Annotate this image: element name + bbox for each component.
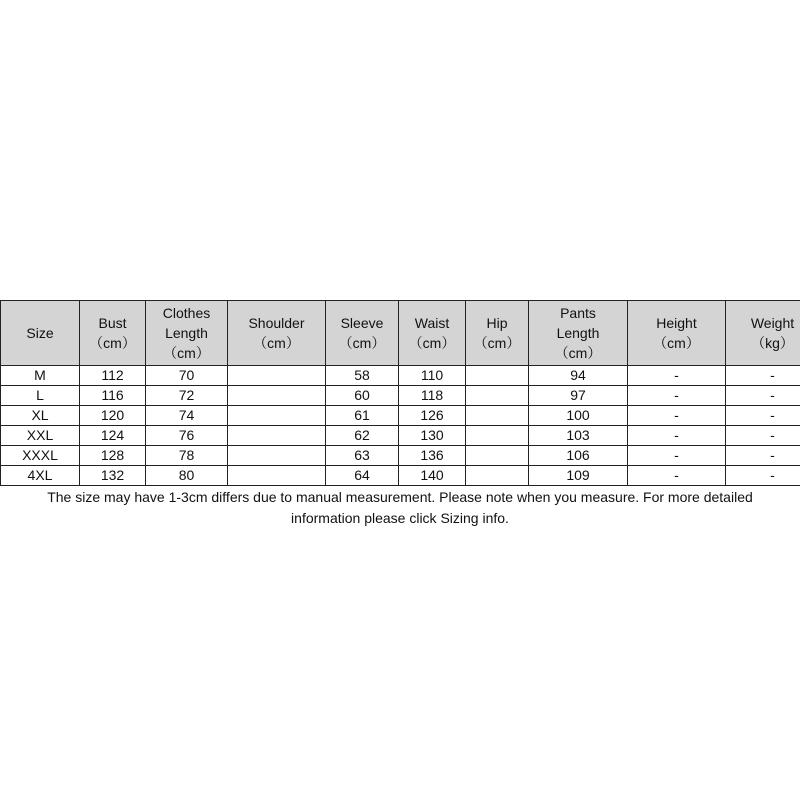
size-label-cell: XXL: [1, 426, 80, 446]
table-cell: -: [628, 446, 726, 466]
table-cell: 130: [399, 426, 466, 446]
table-cell: 100: [529, 406, 628, 426]
column-header-line: Shoulder: [248, 315, 305, 331]
table-cell: 109: [529, 466, 628, 486]
table-cell: 61: [326, 406, 399, 426]
table-cell: [466, 446, 529, 466]
column-header-line: Waist: [414, 315, 450, 331]
column-header-line: （cm）: [338, 335, 386, 351]
table-cell: 94: [529, 366, 628, 386]
table-cell: 140: [399, 466, 466, 486]
column-header-line: （cm）: [473, 335, 521, 351]
table-cell: -: [726, 466, 800, 486]
table-cell: [228, 406, 326, 426]
size-chart-header: [1, 301, 800, 366]
table-cell: 76: [146, 426, 228, 446]
column-header-line: Pants: [560, 305, 596, 321]
table-cell: -: [628, 406, 726, 426]
table-cell: [228, 446, 326, 466]
table-cell: [466, 406, 529, 426]
table-cell: [228, 466, 326, 486]
column-header-line: Bust: [98, 315, 127, 331]
column-header-line: （kg）: [751, 335, 794, 351]
column-header: [326, 301, 399, 366]
table-cell: 132: [80, 466, 146, 486]
table-row: [1, 466, 800, 486]
table-cell: 120: [80, 406, 146, 426]
column-header: [1, 301, 80, 366]
column-header-line: Weight: [750, 315, 795, 331]
table-cell: 60: [326, 386, 399, 406]
column-header: [228, 301, 326, 366]
column-header-line: Length: [165, 325, 208, 341]
table-cell: 124: [80, 426, 146, 446]
column-header: [628, 301, 726, 366]
column-header: [399, 301, 466, 366]
note-line-1: The size may have 1-3cm differs due to manual measurement. Please note when you measure. For more detailed: [47, 489, 753, 505]
column-header: [466, 301, 529, 366]
table-row: [1, 426, 800, 446]
size-label-cell: L: [1, 386, 80, 406]
table-cell: [228, 426, 326, 446]
size-chart-body: [1, 366, 800, 486]
table-cell: 78: [146, 446, 228, 466]
size-label-cell: M: [1, 366, 80, 386]
column-header-line: Sleeve: [340, 315, 384, 331]
table-cell: 72: [146, 386, 228, 406]
measurement-note: [0, 487, 800, 529]
table-cell: -: [628, 386, 726, 406]
table-cell: 97: [529, 386, 628, 406]
table-cell: 58: [326, 366, 399, 386]
table-cell: 112: [80, 366, 146, 386]
column-header-line: Clothes: [162, 305, 211, 321]
column-header-line: （cm）: [554, 345, 602, 361]
table-cell: 74: [146, 406, 228, 426]
column-header-line: （cm）: [653, 335, 700, 351]
table-cell: 136: [399, 446, 466, 466]
table-cell: [466, 426, 529, 446]
table-cell: [466, 366, 529, 386]
size-chart-table: [0, 300, 800, 486]
table-cell: -: [726, 426, 800, 446]
table-cell: 62: [326, 426, 399, 446]
table-cell: 126: [399, 406, 466, 426]
table-cell: 116: [80, 386, 146, 406]
table-cell: 118: [399, 386, 466, 406]
column-header: [726, 301, 800, 366]
column-header-line: Size: [26, 325, 54, 341]
column-header-line: Length: [556, 325, 600, 341]
table-cell: 128: [80, 446, 146, 466]
header-row: [1, 301, 800, 366]
table-cell: 106: [529, 446, 628, 466]
note-line-2: information please click Sizing info.: [291, 510, 509, 526]
table-cell: 63: [326, 446, 399, 466]
table-cell: 80: [146, 466, 228, 486]
column-header: [146, 301, 228, 366]
table-cell: -: [726, 366, 800, 386]
column-header-line: （cm）: [408, 335, 456, 351]
table-cell: 70: [146, 366, 228, 386]
table-cell: [466, 466, 529, 486]
table-cell: [228, 386, 326, 406]
column-header-line: Hip: [486, 315, 508, 331]
table-cell: [228, 366, 326, 386]
column-header-line: （cm）: [253, 335, 300, 351]
column-header-line: Height: [656, 315, 697, 331]
column-header-line: （cm）: [89, 335, 136, 351]
table-cell: [466, 386, 529, 406]
table-row: [1, 406, 800, 426]
table-row: [1, 386, 800, 406]
table-cell: -: [628, 366, 726, 386]
column-header: [80, 301, 146, 366]
table-cell: -: [726, 446, 800, 466]
table-cell: -: [628, 426, 726, 446]
table-cell: 103: [529, 426, 628, 446]
size-label-cell: 4XL: [1, 466, 80, 486]
table-row: [1, 366, 800, 386]
column-header: [529, 301, 628, 366]
table-row: [1, 446, 800, 466]
table-cell: -: [628, 466, 726, 486]
table-cell: -: [726, 386, 800, 406]
table-cell: 110: [399, 366, 466, 386]
size-label-cell: XL: [1, 406, 80, 426]
column-header-line: （cm）: [163, 345, 210, 361]
table-cell: -: [726, 406, 800, 426]
size-label-cell: XXXL: [1, 446, 80, 466]
table-cell: 64: [326, 466, 399, 486]
